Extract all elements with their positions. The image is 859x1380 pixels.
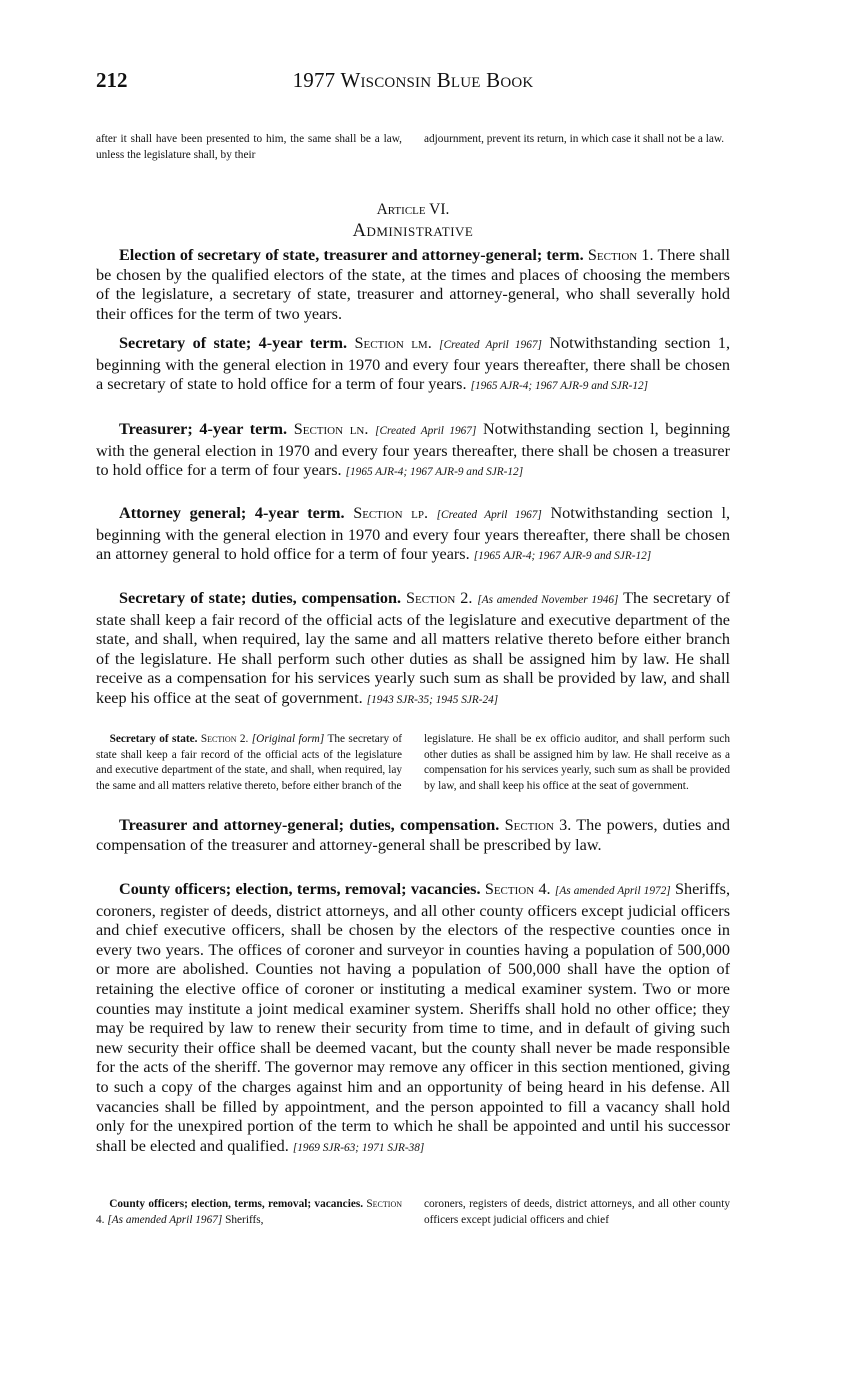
original-note: [Original form]: [251, 733, 325, 745]
history-note: [1965 AJR-4; 1967 AJR-9 and SJR-12]: [473, 550, 652, 563]
continued-text-columns: [96, 132, 730, 163]
original-section-2-left: [96, 732, 402, 794]
article-number: Article VI.: [376, 201, 450, 218]
section-text: Notwithstanding section l, beginning with the general election in 1970 and every four years thereafter, there shall be chosen a treasurer to hold office for a term of four years.: [96, 420, 731, 480]
history-note: [1965 AJR-4; 1967 AJR-9 and SJR-12]: [470, 380, 649, 393]
history-note: [1965 AJR-4; 1967 AJR-9 and SJR-12]: [345, 466, 524, 479]
section-text: Notwithstanding section 1, beginning with the general election in 1970 and every four years thereafter, there shall be chosen a secretary of state to hold office for a term of four years.: [96, 334, 731, 394]
amendment-note: [Created April 1967]: [375, 425, 477, 437]
continued-text-left: after it shall have been presented to him, the same shall be a law, unless the legislature shall, by their: [96, 133, 402, 161]
section-text: Notwithstanding section l, beginning with the general election in 1970 and every four years thereafter, there shall be chosen an attorney general to hold office for a term of four years.: [96, 504, 731, 564]
article-heading: [96, 200, 730, 242]
section-text: The powers, duties and compensation of the treasurer and attorney-general shall be prescribed by law.: [96, 816, 730, 854]
history-note: [1943 SJR-35; 1945 SJR-24]: [366, 693, 499, 706]
original-heading: County officers; election, terms, removal; vacancies.: [109, 1198, 364, 1210]
original-text-left: The secretary of state shall keep a fair record of the official acts of the legislature and executive department of the state, and shall, when required, lay the same and all matters relative thereto, before either branch of the: [96, 733, 402, 792]
section-heading: Treasurer; 4-year term.: [119, 420, 288, 438]
section-4: [96, 880, 730, 1158]
section-label: Section 3.: [504, 816, 572, 834]
section-label: Section ln.: [293, 420, 369, 438]
amendment-note: [As amended April 1972]: [554, 885, 671, 897]
section-heading: Secretary of state; 4-year term.: [119, 334, 348, 352]
section-2: [96, 589, 730, 711]
page-header: [96, 68, 730, 98]
section-text: There shall be chosen by the qualified electors of the state, at the times and places of choosing the members of the legislature, a secretary of state, treasurer and attorney-general, who shall severally hold their offices for the term of two years.: [96, 246, 730, 323]
section-heading: Attorney general; 4-year term.: [119, 504, 345, 522]
history-note: [1969 SJR-63; 1971 SJR-38]: [292, 1141, 425, 1154]
amendment-note: [Created April 1967]: [436, 509, 542, 521]
section-label: Section 4.: [484, 880, 551, 898]
section-text: The secretary of state shall keep a fair record of the official acts of the legislature and executive department of the state, and shall, when required, lay the same and all matters relative thereto before either branch of the legislature. He shall perform such other duties as shall be assigned him by law. He shall receive as a compensation for his services yearly such sum as shall be provided by law, and shall keep his office at the seat of government.: [96, 589, 731, 707]
section-text: Sheriffs, coroners, register of deeds, district attorneys, and all other county officers except judicial officers and chief executive officers, shall be chosen by the electors of the respective counties once in every two years. The offices of coroner and surveyor in counties having a population of 500,000 or more are abolished. Counties not having a population of 500,000 shall have the option of retaining the elective office of coroner or instituting a medical examiner system. Two or more counties may institute a joint medical examiner system. Sheriffs shall hold no other office; they may be required by law to renew their security from time to time, and in default of giving such new security their office shall be deemed vacant, but the county shall never be made responsible for the acts of the sheriff. The governor may remove any officer in this section mentioned, giving to such a copy of the charges against him and an opportunity of being heard in his defense. All vacancies shall be filled by appointment, and the person appointed to fill a vacancy shall hold only for the unexpired portion of the term to which he shall be appointed and until his successor shall be elected and qualified.: [96, 880, 730, 1155]
section-1m: [96, 334, 730, 397]
original-section-4-columns: [96, 1197, 730, 1228]
section-1: [96, 246, 730, 324]
section-1n: [96, 420, 730, 483]
original-heading: Secretary of state.: [109, 733, 198, 745]
original-label: Section 4.: [96, 1198, 403, 1226]
section-label: Section lm.: [354, 334, 432, 352]
original-section-2-columns: [96, 732, 730, 794]
page-number: 212: [96, 68, 128, 92]
original-text-left: Sheriffs,: [225, 1213, 264, 1226]
section-label: Section 2.: [405, 589, 473, 607]
section-heading: Secretary of state; duties, compensation.: [119, 589, 402, 607]
original-section-4-left: [96, 1197, 402, 1228]
running-title: 1977 Wisconsin Blue Book: [292, 68, 534, 92]
section-label: Section lp.: [353, 504, 429, 522]
amendment-note: [Created April 1967]: [439, 339, 542, 351]
section-heading: Election of secretary of state, treasurer and attorney-general; term.: [119, 246, 584, 264]
section-label: Section 1.: [587, 246, 654, 264]
original-section-4-right: coroners, registers of deeds, district attorneys, and all other county officers except judicial officers and chief: [424, 1198, 730, 1226]
original-section-2-right: legislature. He shall be ex officio auditor, and shall perform such other duties as shall be assigned him by law. He shall receive as a compensation for his services yearly, such sum as shall be provided by law, and shall keep his office at the seat of government.: [424, 733, 730, 792]
original-label: Section 2.: [200, 733, 249, 745]
section-heading: County officers; election, terms, removal; vacancies.: [119, 880, 481, 898]
original-note: [As amended April 1967]: [107, 1213, 223, 1226]
section-3: [96, 816, 730, 855]
continued-text-right: adjournment, prevent its return, in which case it shall not be a law.: [424, 133, 725, 145]
article-title: Administrative: [352, 221, 474, 241]
amendment-note: [As amended November 1946]: [477, 594, 619, 606]
section-1p: [96, 504, 730, 567]
section-heading: Treasurer and attorney-general; duties, compensation.: [119, 816, 500, 834]
